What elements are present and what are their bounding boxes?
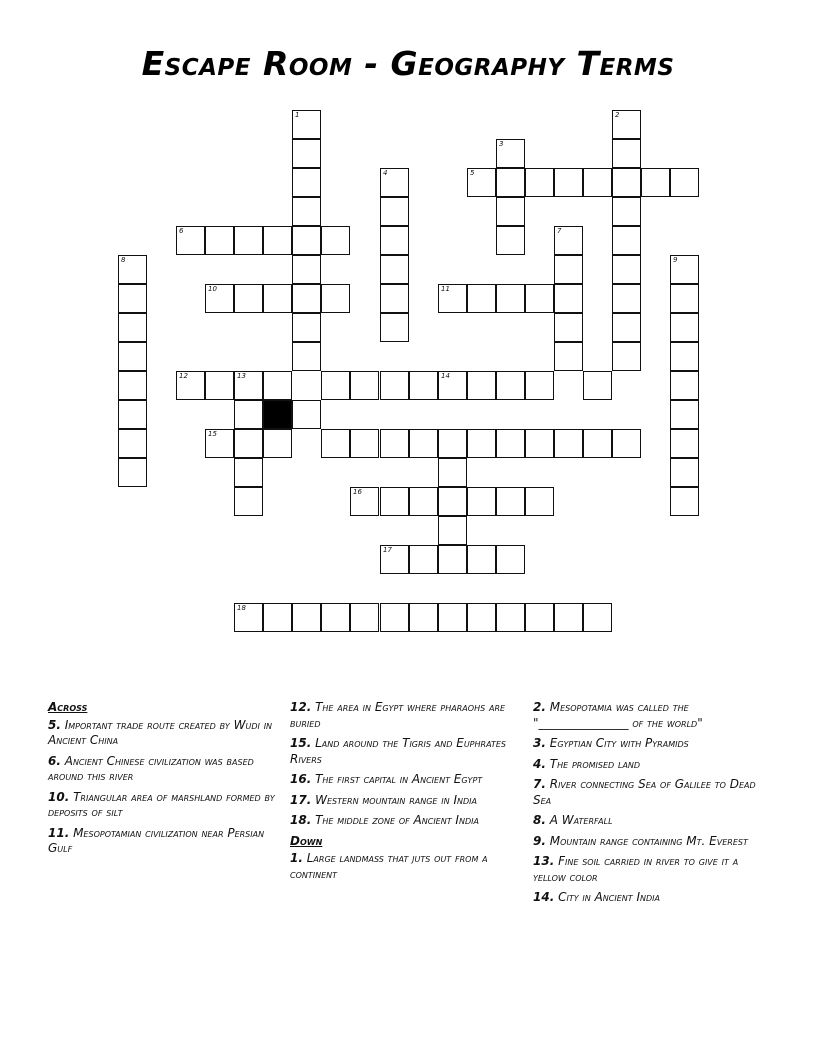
clue-number: 1 [295,111,300,119]
grid-cell[interactable] [118,400,147,429]
clue-text: River connecting Sea of Galilee to Dead Sea [533,777,756,807]
clue-text: Mountain range containing Mt. Everest [545,833,748,848]
clue-text: Large landmass that juts out from a continent [290,851,488,881]
grid-cell[interactable] [118,342,147,371]
grid-cell[interactable] [350,603,379,632]
grid-cell[interactable] [380,168,409,197]
across-clue-list-continued [290,700,520,829]
grid-cell[interactable] [525,603,554,632]
grid-cell[interactable] [612,342,641,371]
grid-cell[interactable] [292,284,321,313]
grid-cell[interactable] [612,255,641,284]
clue-number: 4. [533,756,546,771]
clue-text: Land around the Tigris and Euphrates Rivers [290,736,506,766]
grid-cell[interactable] [670,284,699,313]
grid-cell[interactable] [292,255,321,284]
clues-column-1 [48,700,283,862]
clue-item [290,793,520,809]
grid-cell[interactable] [496,429,525,458]
clues-column-3 [533,700,768,911]
grid-cell[interactable] [380,487,409,516]
clue-number: 9 [673,256,678,264]
grid-cell[interactable] [496,168,525,197]
grid-cell[interactable] [554,429,583,458]
clue-item [533,834,768,850]
clue-text: Ancient Chinese civilization was based around this river [48,753,254,783]
grid-cell[interactable] [234,487,263,516]
clue-number: 17. [290,792,312,807]
grid-cell[interactable] [670,255,699,284]
clue-number: 1. [290,851,303,865]
grid-cell[interactable] [496,545,525,574]
clue-text: The promised land [545,756,641,771]
grid-cell[interactable] [380,603,409,632]
grid-cell[interactable] [321,429,350,458]
grid-cell[interactable] [234,458,263,487]
grid-cell[interactable] [292,342,321,371]
clue-text: The middle zone of Ancient India [311,813,479,827]
clue-number: 7 [557,227,562,235]
grid-cell[interactable] [670,400,699,429]
grid-cell[interactable] [380,545,409,574]
clue-number: 13. [533,854,555,868]
clue-text: Mesopotamia was called the "_______________ of the world" [533,700,703,730]
grid-cell[interactable] [670,429,699,458]
clue-number: 14 [441,372,450,380]
grid-cell[interactable] [380,255,409,284]
grid-cell[interactable] [670,458,699,487]
clue-number: 6 [179,227,184,235]
grid-cell[interactable] [612,197,641,226]
grid-cell[interactable] [496,139,525,168]
clues-column-2 [290,700,520,887]
grid-cell[interactable] [205,226,234,255]
down-clue-list-continued [533,700,768,906]
grid-cell[interactable] [525,487,554,516]
grid-cell[interactable] [467,545,496,574]
clue-item [533,813,768,829]
grid-cell[interactable] [380,429,409,458]
grid-cell[interactable] [321,603,350,632]
clue-number: 11 [441,285,450,293]
grid-cell[interactable] [380,371,409,400]
grid-cell[interactable] [525,284,554,313]
grid-cell[interactable] [380,313,409,342]
clue-item [290,851,520,882]
grid-cell[interactable] [263,371,292,400]
clue-text: Fine soil carried in river to give it a yellow color [533,854,739,884]
grid-cell[interactable] [496,371,525,400]
clue-item [48,826,283,857]
grid-cell[interactable] [205,371,234,400]
grid-cell[interactable] [263,284,292,313]
grid-cell[interactable] [234,429,263,458]
clue-item [48,790,283,821]
clue-number: 12. [290,700,312,714]
grid-cell[interactable] [438,516,467,545]
clue-number: 12 [179,372,188,380]
grid-cell[interactable] [670,313,699,342]
across-clue-list [48,718,283,857]
grid-cell[interactable] [234,400,263,429]
grid-cell[interactable] [496,487,525,516]
grid-cell[interactable] [467,487,496,516]
grid-cell[interactable] [350,429,379,458]
grid-cell[interactable] [205,429,234,458]
grid-cell[interactable] [467,429,496,458]
clue-number: 5 [470,169,475,177]
grid-cell[interactable] [234,603,263,632]
clue-number: 14. [533,890,555,904]
grid-cell[interactable] [350,487,379,516]
clue-text: Triangular area of marshland formed by deposits of silt [48,789,275,819]
grid-cell[interactable] [263,226,292,255]
grid-cell[interactable] [118,284,147,313]
grid-cell[interactable] [263,603,292,632]
grid-cell[interactable] [292,139,321,168]
clue-number: 17 [383,546,392,554]
down-clue-list [290,851,520,882]
grid-cell[interactable] [525,168,554,197]
grid-cell[interactable] [438,458,467,487]
grid-cell[interactable] [583,429,612,458]
clue-number: 3 [499,140,504,148]
clue-item [290,772,520,788]
grid-cell[interactable] [438,284,467,313]
grid-cell[interactable] [583,168,612,197]
grid-cell[interactable] [292,226,321,255]
grid-cell[interactable] [263,429,292,458]
grid-cell[interactable] [118,429,147,458]
grid-cell[interactable] [438,603,467,632]
grid-cell[interactable] [409,545,438,574]
grid-cell[interactable] [205,284,234,313]
clue-item [533,757,768,773]
grid-cell[interactable] [670,168,699,197]
grid-cell[interactable] [409,429,438,458]
clue-text: The area in Egypt where pharaohs are buried [290,700,506,730]
grid-cell[interactable] [496,226,525,255]
clue-number: 18. [290,813,312,827]
clue-number: 8. [533,813,546,827]
clue-number: 10. [48,789,70,804]
clue-number: 18 [237,604,246,612]
clue-item [533,736,768,752]
grid-cell[interactable] [118,255,147,284]
grid-cell[interactable] [380,284,409,313]
grid-cell[interactable] [467,371,496,400]
grid-cell[interactable] [409,603,438,632]
clue-number: 4 [383,169,388,177]
grid-cell[interactable] [234,371,263,400]
grid-cell[interactable] [292,313,321,342]
across-heading: Across [48,700,88,714]
grid-cell[interactable] [176,226,205,255]
clue-item [290,813,520,829]
grid-cell[interactable] [554,313,583,342]
grid-cell[interactable] [525,429,554,458]
grid-cell[interactable] [641,168,670,197]
grid-cell[interactable] [234,284,263,313]
grid-cell[interactable] [292,400,321,429]
grid-cell[interactable] [612,284,641,313]
clue-number: 2 [615,111,620,119]
grid-cell[interactable] [467,168,496,197]
clue-number: 15 [208,430,217,438]
clue-number: 16. [290,772,312,786]
grid-cell[interactable] [670,342,699,371]
clue-item [533,854,768,885]
grid-cell[interactable] [467,603,496,632]
grid-cell[interactable] [612,168,641,197]
grid-cell[interactable] [525,371,554,400]
grid-cell[interactable] [612,313,641,342]
grid-cell[interactable] [321,371,350,400]
grid-cell[interactable] [612,139,641,168]
clue-number: 7. [533,777,546,791]
grid-cell[interactable] [554,284,583,313]
clue-item [290,700,520,731]
grid-cell[interactable] [438,545,467,574]
grid-cell[interactable] [670,371,699,400]
grid-block [263,400,292,429]
grid-cell[interactable] [176,371,205,400]
grid-cell[interactable] [612,110,641,139]
clue-number: 15. [290,736,312,750]
clue-number: 8 [121,256,126,264]
clue-number: 2. [533,700,546,714]
clue-item [533,890,768,906]
grid-cell[interactable] [670,487,699,516]
clue-text: Important trade route created by Wudi in Ancient China [48,717,273,747]
clue-item [48,718,283,749]
grid-cell[interactable] [292,603,321,632]
clue-number: 11. [48,825,70,840]
grid-cell[interactable] [496,603,525,632]
grid-cell[interactable] [612,429,641,458]
grid-cell[interactable] [380,226,409,255]
grid-cell[interactable] [234,226,263,255]
grid-cell[interactable] [438,487,467,516]
grid-cell[interactable] [292,168,321,197]
clue-text: Western mountain range in India [311,792,477,807]
clue-number: 5. [48,717,61,732]
down-heading: Down [290,833,323,848]
grid-cell[interactable] [583,371,612,400]
clue-number: 16 [353,488,362,496]
grid-cell[interactable] [554,255,583,284]
grid-cell[interactable] [554,603,583,632]
clue-text: Mesopotamian civilization near Persian Gulf [48,825,265,855]
grid-cell[interactable] [554,168,583,197]
clue-item [533,777,768,808]
grid-cell[interactable] [438,429,467,458]
grid-cell[interactable] [612,226,641,255]
grid-cell[interactable] [409,371,438,400]
clue-item [290,736,520,767]
grid-cell[interactable] [292,110,321,139]
clue-number: 13 [237,372,246,380]
clue-text: The first capital in Ancient Egypt [311,772,483,786]
grid-cell[interactable] [496,284,525,313]
grid-cell[interactable] [321,284,350,313]
grid-cell[interactable] [118,313,147,342]
grid-cell[interactable] [438,371,467,400]
grid-cell[interactable] [118,458,147,487]
grid-cell[interactable] [380,197,409,226]
grid-cell[interactable] [467,284,496,313]
grid-cell[interactable] [350,371,379,400]
page-title: Escape Room - Geography Terms [141,44,675,83]
grid-cell[interactable] [321,226,350,255]
clue-number: 10 [208,285,217,293]
clue-item [533,700,768,731]
grid-cell[interactable] [118,371,147,400]
clue-number: 3. [533,736,546,750]
clue-text: A Waterfall [545,813,613,827]
grid-cell[interactable] [409,487,438,516]
clue-number: 6. [48,753,61,768]
clue-text: Egyptian City with Pyramids [545,736,689,750]
grid-cell[interactable] [554,226,583,255]
grid-cell[interactable] [554,342,583,371]
grid-cell[interactable] [292,197,321,226]
grid-cell[interactable] [583,603,612,632]
clue-item [48,754,283,785]
clue-number: 9. [533,833,546,848]
clue-text: City in Ancient India [554,890,660,904]
grid-cell[interactable] [496,197,525,226]
